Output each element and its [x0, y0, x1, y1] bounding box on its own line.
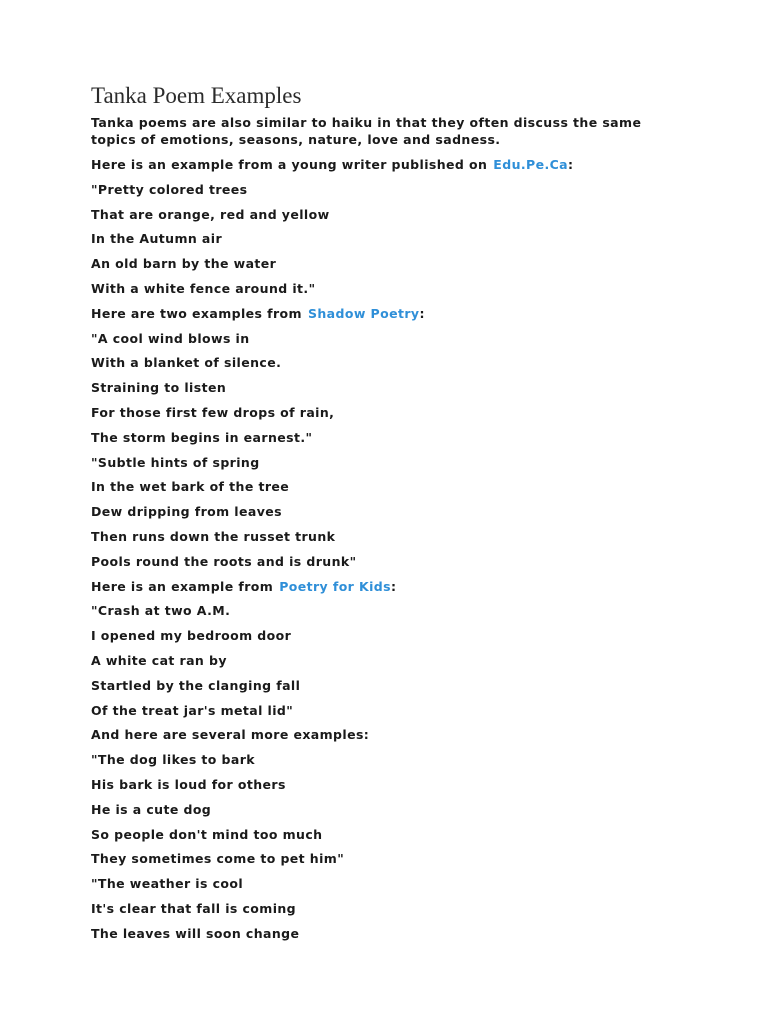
poem-line — [91, 426, 711, 451]
poem-line — [91, 500, 711, 525]
line-text: Startled by the clanging fall — [91, 677, 301, 693]
poem-line — [91, 252, 711, 277]
poem-line — [91, 227, 711, 252]
line-text: I opened my bedroom door — [91, 628, 292, 644]
line-text: "Pretty colored trees — [91, 181, 248, 197]
poem-line — [91, 451, 711, 476]
line-text: For those first few drops of rain, — [91, 404, 335, 420]
line-text: They sometimes come to pet him" — [91, 851, 345, 867]
line-text: He is a cute dog — [91, 801, 212, 817]
line-text: His bark is loud for others — [91, 776, 286, 792]
poem-line — [91, 327, 711, 352]
poem-line — [91, 649, 711, 674]
poem-line — [91, 203, 711, 228]
line-text: That are orange, red and yellow — [91, 206, 330, 222]
line-text: So people don't mind too much — [91, 826, 323, 842]
line-text: An old barn by the water — [91, 256, 277, 272]
poem-line — [91, 798, 711, 823]
poem-line — [91, 401, 711, 426]
line-text: "Subtle hints of spring — [91, 454, 260, 470]
poem-line — [91, 178, 711, 203]
poem-line — [91, 872, 711, 897]
line-text: A white cat ran by — [91, 652, 227, 668]
line-text: "A cool wind blows in — [91, 330, 250, 346]
line-text: Dew dripping from leaves — [91, 504, 282, 520]
poem-line — [91, 674, 711, 699]
poem-line — [91, 351, 711, 376]
poem-line — [91, 922, 711, 947]
poem-line — [91, 475, 711, 500]
line-text: Pools round the roots and is drunk" — [91, 553, 357, 569]
line-text: Here are two examples from — [91, 305, 302, 321]
source-intro-line — [91, 302, 711, 327]
poem-line — [91, 277, 711, 302]
line-text: In the Autumn air — [91, 231, 223, 247]
line-text: In the wet bark of the tree — [91, 479, 290, 495]
poem-line — [91, 723, 711, 748]
poem-line — [91, 599, 711, 624]
intro-paragraph: Tanka poems are also similar to haiku in that they often discuss the same topics of emotions, seasons, nature, love and sadness. — [91, 115, 642, 147]
line-suffix: : — [568, 157, 574, 172]
source-intro-line — [91, 575, 711, 600]
poem-line — [91, 525, 711, 550]
line-text: The storm begins in earnest." — [91, 429, 313, 445]
line-text: Here is an example from — [91, 578, 274, 594]
line-text: It's clear that fall is coming — [91, 900, 297, 916]
line-text: With a white fence around it." — [91, 280, 316, 296]
line-text: Then runs down the russet trunk — [91, 528, 336, 544]
poem-line — [91, 748, 711, 773]
line-text: Straining to listen — [91, 380, 227, 396]
source-link[interactable]: Shadow Poetry — [307, 305, 420, 321]
poem-line — [91, 773, 711, 798]
source-link[interactable]: Poetry for Kids — [279, 578, 391, 594]
line-suffix: : — [419, 305, 425, 321]
line-text: "The dog likes to bark — [91, 752, 255, 768]
line-text: Of the treat jar's metal lid" — [91, 702, 294, 718]
line-text: Here is an example from a young writer published on — [91, 157, 488, 172]
line-text: "Crash at two A.M. — [91, 603, 231, 619]
poem-line — [91, 376, 711, 401]
page-title: Tanka Poem Examples — [91, 83, 302, 108]
line-text: "The weather is cool — [91, 876, 244, 892]
line-suffix: : — [390, 578, 397, 594]
poem-lines-list — [91, 153, 711, 947]
source-link[interactable]: Edu.Pe.Ca — [493, 157, 569, 172]
poem-line — [91, 897, 711, 922]
poem-line — [91, 550, 711, 575]
poem-line — [91, 699, 711, 724]
source-intro-line — [91, 153, 711, 178]
line-text: With a blanket of silence. — [91, 355, 282, 371]
poem-line — [91, 847, 711, 872]
poem-line — [91, 624, 711, 649]
line-text: The leaves will soon change — [91, 925, 300, 941]
line-text: And here are several more examples: — [91, 727, 370, 743]
poem-line — [91, 823, 711, 848]
